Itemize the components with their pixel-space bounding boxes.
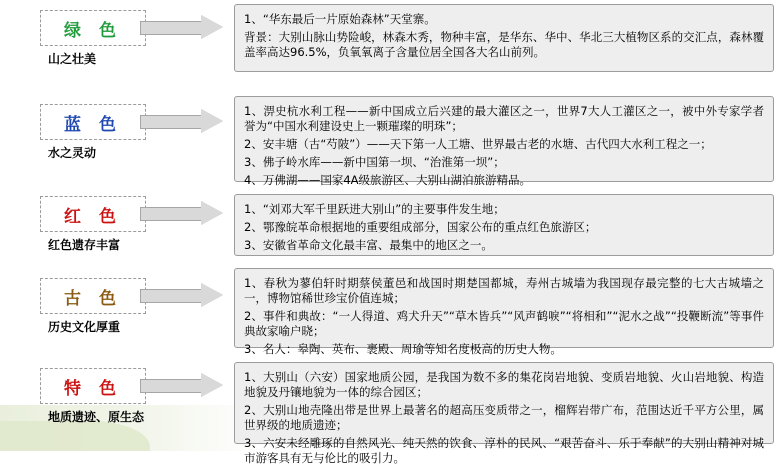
content-line: 2、事件和典故：“一人得道、鸡犬升天”“草木皆兵”“风声鹤唳”“将相和”“泥水之战”“投鞭断流”等事件典故家喻户晓； [244,309,764,338]
caption-special: 地质遗迹、原生态 [48,410,145,424]
content-line: 3、安徽省革命文化最丰富、最集中的地区之一。 [244,238,493,252]
content-line: 3、佛子岭水库——新中国第一坝、“治淮第一坝”； [244,155,505,169]
content-box-blue [234,96,774,187]
content-line: 1、“刘邓大军千里跃进大别山”的主要事件发生地； [244,202,505,216]
caption-red: 红色遗存丰富 [48,238,121,252]
chip-special[interactable] [40,368,146,404]
chip-ancient-label: 古 色 [64,288,122,309]
content-line: 2、大别山地壳隆出带是世界上最著名的超高压变质带之一，榴辉岩带广布，范围达近千平方公里，属世界级的地质遗迹； [244,403,764,432]
chip-green[interactable] [40,10,146,46]
right-column [228,0,783,465]
content-box-special [234,362,774,465]
content-line: 1、春秋为蓼伯轩时期蔡侯董邑和战国时期楚国都城，寿州古城墙为我国现存最完整的七大古城墙之一，博物馆稀世珍宝价值连城； [244,276,764,305]
content-line: 1、淠史杭水利工程——新中国成立后兴建的最大灌区之一，世界7大人工灌区之一，被中外专家学者誉为“中国水利建设史上一颗璀璨的明珠”； [244,104,764,133]
content-line: 背景：大别山脉山势险峻，林森木秀，物种丰富，是华东、华中、华北三大植物区系的交汇点，森林覆盖率高达96.5%，负氧氧离子含量位居全国各大名山前列。 [244,30,764,59]
caption-blue: 水之灵动 [48,146,97,160]
chip-red[interactable] [40,196,146,232]
chip-special-label: 特 色 [64,378,122,399]
left-column [0,0,228,451]
content-box-red [234,194,774,256]
caption-ancient: 历史文化厚重 [48,320,121,334]
content-box-green [234,4,774,72]
content-line: 1、“华东最后一片原始森林”天堂寨。 [244,12,436,26]
caption-green: 山之壮美 [48,52,97,66]
content-line: 1、大别山（六安）国家地质公园，是我国为数不多的集花岗岩地貌、变质岩地貌、火山岩地貌、构造地貌及丹镶地貌为一体的综合园区； [244,370,764,399]
chip-ancient[interactable] [40,278,146,314]
content-line: 2、安丰塘（古“芍陂”）——天下第一人工塘、世界最古老的水塘、古代四大水利工程之一； [244,137,712,151]
content-box-ancient [234,268,774,356]
content-line: 3、六安未经雕琢的自然风光、纯天然的饮食、淳朴的民风、“艰苦奋斗、乐于奉献”的大别山精神对城市游客具有无与伦比的吸引力。 [244,436,764,465]
content-line: 4、万佛湖——国家4A级旅游区、大别山湖泊旅游精品。 [244,173,531,187]
content-line: 2、鄂豫皖革命根据地的重要组成部分，国家公布的重点红色旅游区； [244,220,597,234]
chip-green-label: 绿 色 [64,20,122,41]
chip-red-label: 红 色 [64,206,122,227]
content-line: 3、名人：皋陶、英布、裹殿、周瑜等知名度极高的历史人物。 [244,342,562,356]
chip-blue-label: 蓝 色 [64,114,122,135]
chip-blue[interactable] [40,104,146,140]
